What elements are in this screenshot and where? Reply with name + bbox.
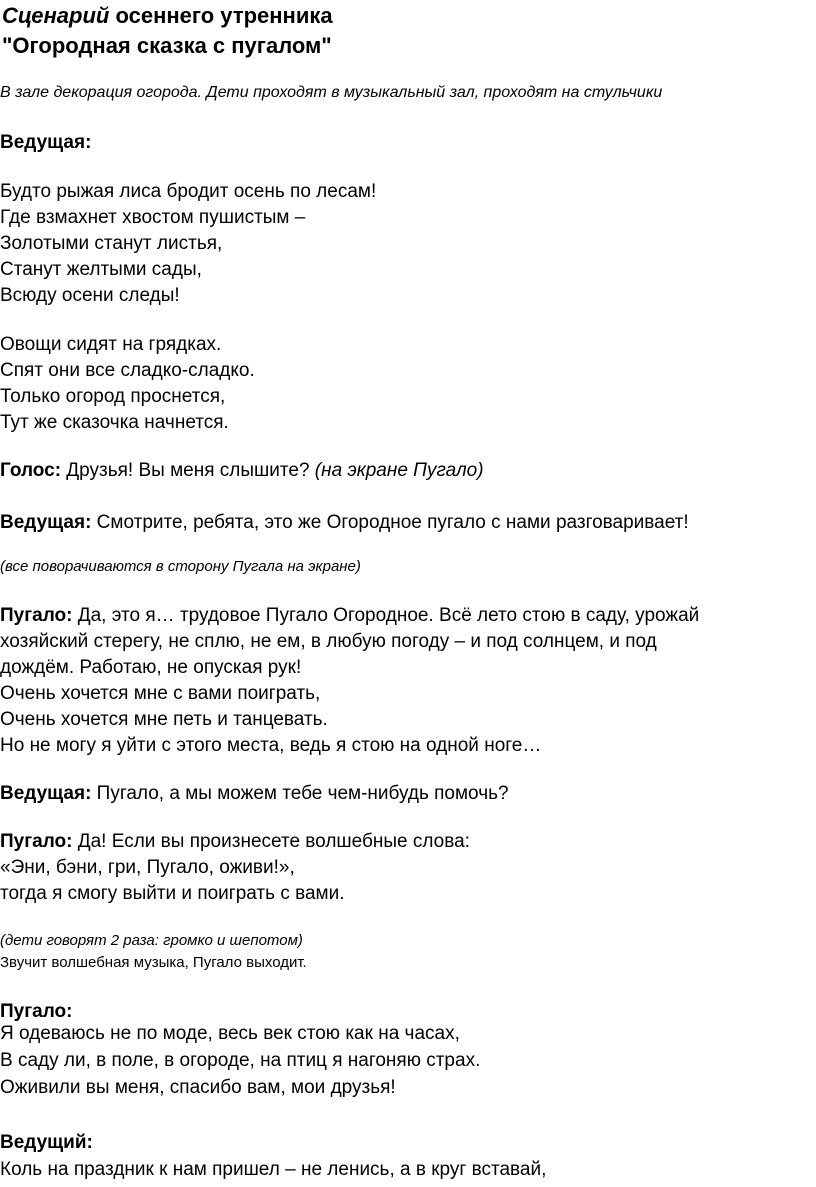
- stage-note-3: Звучит волшебная музыка, Пугало выходит.: [0, 954, 307, 971]
- host4-line-1: Коль на праздник к нам пришел – не ленись, а в круг вставай,: [0, 1159, 547, 1180]
- speaker-scarecrow-1: Пугало:: [0, 605, 73, 626]
- poem2-line-3: Только огород проснется,: [0, 386, 226, 407]
- poem1-line-2: Где взмахнет хвостом пушистым –: [0, 207, 306, 228]
- host-line-2: [0, 511, 689, 535]
- scarecrow1-line-2: хозяйский стерегу, не сплю, не ем, в любую погоду – и под солнцем, и под: [0, 631, 657, 652]
- host-line-3: [0, 782, 509, 806]
- document-title-line-2: "Огородная сказка с пугалом": [2, 33, 332, 58]
- scarecrow3-line-3: Оживили вы меня, спасибо вам, мои друзья!: [0, 1077, 396, 1098]
- poem2-line-4: Тут же сказочка начнется.: [0, 412, 229, 433]
- document-title-line-1: [2, 3, 333, 29]
- speaker-voice: Голос:: [0, 460, 62, 481]
- poem2-line-1: Овощи сидят на грядках.: [0, 334, 222, 355]
- scarecrow1-line-5: Очень хочется мне петь и танцевать.: [0, 709, 328, 730]
- speaker-host-1: Ведущая:: [0, 132, 92, 153]
- scarecrow2-line-3: тогда я смогу выйти и поиграть с вами.: [0, 883, 345, 904]
- poem1-line-5: Всюду осени следы!: [0, 285, 180, 306]
- scarecrow2-line-1: [0, 830, 470, 854]
- voice-text: Друзья! Вы меня слышите?: [61, 460, 315, 481]
- speaker-scarecrow-3: Пугало:: [0, 1001, 73, 1022]
- scarecrow1-line-4: Очень хочется мне с вами поиграть,: [0, 683, 321, 704]
- speaker-host-3: Ведущая:: [0, 783, 92, 804]
- poem2-line-2: Спят они все сладко-сладко.: [0, 360, 255, 381]
- stage-note-2: (дети говорят 2 раза: громко и шепотом): [0, 932, 303, 949]
- intro-stage-direction: В зале декорация огорода. Дети проходят в музыкальный зал, проходят на стульчики: [0, 84, 663, 101]
- speaker-host-2: Ведущая:: [0, 512, 92, 533]
- scarecrow2-line-2: «Эни, бэни, гри, Пугало, оживи!»,: [0, 857, 295, 878]
- voice-line: [0, 459, 484, 483]
- title-rest: осеннего утренника: [109, 3, 333, 28]
- scarecrow3-line-1: Я одеваюсь не по моде, весь век стою как на часах,: [0, 1023, 460, 1044]
- host3-text: Пугало, а мы можем тебе чем-нибудь помочь?: [91, 783, 509, 804]
- host2-text: Смотрите, ребята, это же Огородное пугало с нами разговаривает!: [91, 512, 689, 533]
- scarecrow1-line-1: [0, 604, 699, 628]
- scarecrow3-line-2: В саду ли, в поле, в огороде, на птиц я нагоняю страх.: [0, 1050, 481, 1071]
- scarecrow1-line-6: Но не могу я уйти с этого места, ведь я стою на одной ноге…: [0, 735, 542, 756]
- speaker-scarecrow-2: Пугало:: [0, 831, 73, 852]
- scarecrow2-text: Да! Если вы произнесете волшебные слова:: [72, 831, 470, 852]
- poem1-line-1: Будто рыжая лиса бродит осень по лесам!: [0, 181, 377, 202]
- voice-note: (на экране Пугало): [314, 460, 484, 481]
- stage-note-1: (все поворачиваются в сторону Пугала на экране): [0, 558, 361, 575]
- scarecrow1-text: Да, это я… трудовое Пугало Огородное. Всё лето стою в саду, урожай: [72, 605, 700, 626]
- speaker-host-4: Ведущий:: [0, 1132, 93, 1153]
- poem1-line-3: Золотыми станут листья,: [0, 233, 223, 254]
- title-italic-word: Сценарий: [2, 3, 110, 28]
- poem1-line-4: Станут желтыми сады,: [0, 259, 202, 280]
- scarecrow1-line-3: дождём. Работаю, не опуская рук!: [0, 657, 302, 678]
